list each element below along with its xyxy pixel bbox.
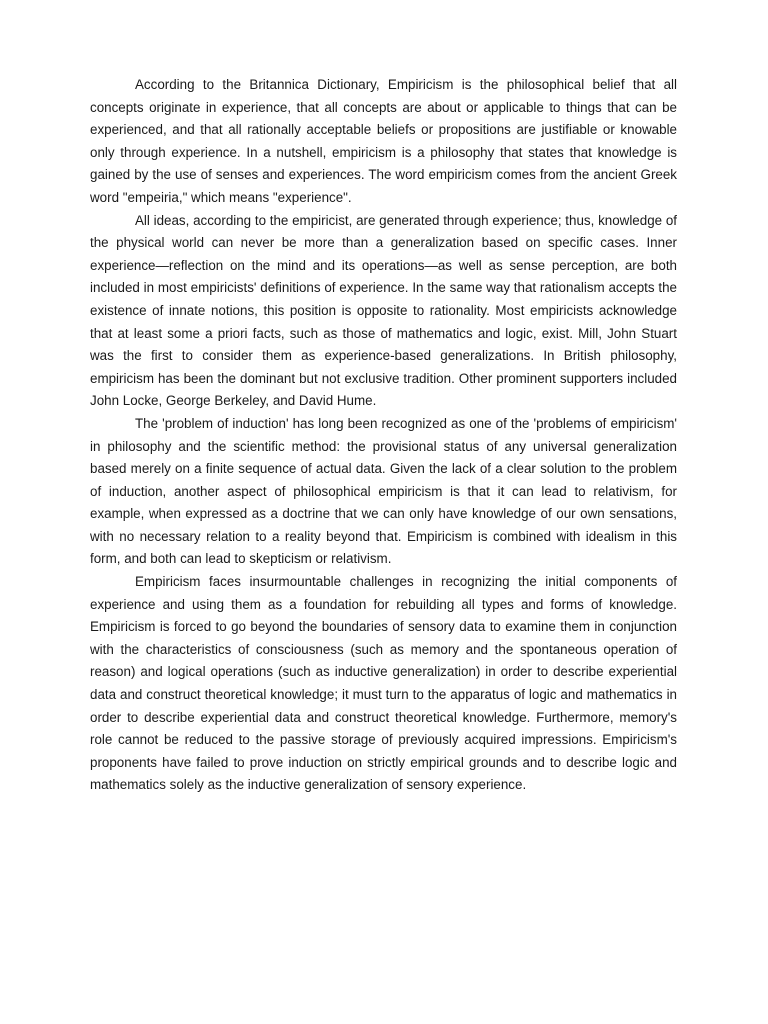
paragraph-2: All ideas, according to the empiricist, are generated through experience; thus, knowledge of the physical world can never be more than a generalization based on specific cases. Inner experience—reflection on the mind and its operations—as well as sense perception, are both included in most empiricists' definitions of experience. In the same way that rationalism accepts the existence of innate notions, this position is opposite to rationality. Most empiricists acknowledge that at least some a priori facts, such as those of mathematics and logic, exist. Mill, John Stuart was the first to consider them as experience-based generalizations. In British philosophy, empiricism has been the dominant but not exclusive tradition. Other prominent supporters included John Locke, George Berkeley, and David Hume. [90, 212, 677, 409]
paragraph-4: Empiricism faces insurmountable challenges in recognizing the initial components of experience and using them as a foundation for rebuilding all types and forms of knowledge. Empiricism is forced to go beyond the boundaries of sensory data to examine them in conjunction with the characteristics of consciousness (such as memory and the spontaneous operation of reason) and logical operations (such as inductive generalization) in order to describe experiential data and construct theoretical knowledge; it must turn to the apparatus of logic and mathematics in order to describe experiential data and construct theoretical knowledge. Furthermore, memory's role cannot be reduced to the passive storage of previously acquired impressions. Empiricism's proponents have failed to prove induction on strictly empirical grounds and to describe logic and mathematics solely as the inductive generalization of sensory experience. [90, 574, 677, 793]
document-page [90, 74, 677, 797]
paragraph-3: The 'problem of induction' has long been recognized as one of the 'problems of empiricism' in philosophy and the scientific method: the provisional status of any universal generalization based merely on a finite sequence of actual data. Given the lack of a clear solution to the problem of induction, another aspect of philosophical empiricism is that it can lead to relativism, for example, when expressed as a doctrine that we can only have knowledge of our own sensations, with no necessary relation to a reality beyond that. Empiricism is combined with idealism in this form, and both can lead to skepticism or relativism. [90, 415, 677, 567]
paragraph-1: According to the Britannica Dictionary, Empiricism is the philosophical belief that all concepts originate in experience, that all concepts are about or applicable to things that can be experienced, and that all rationally acceptable beliefs or propositions are justifiable or knowable only through experience. In a nutshell, empiricism is a philosophy that states that knowledge is gained by the use of senses and experiences. The word empiricism comes from the ancient Greek word "empeiria," which means "experience". [90, 77, 677, 205]
